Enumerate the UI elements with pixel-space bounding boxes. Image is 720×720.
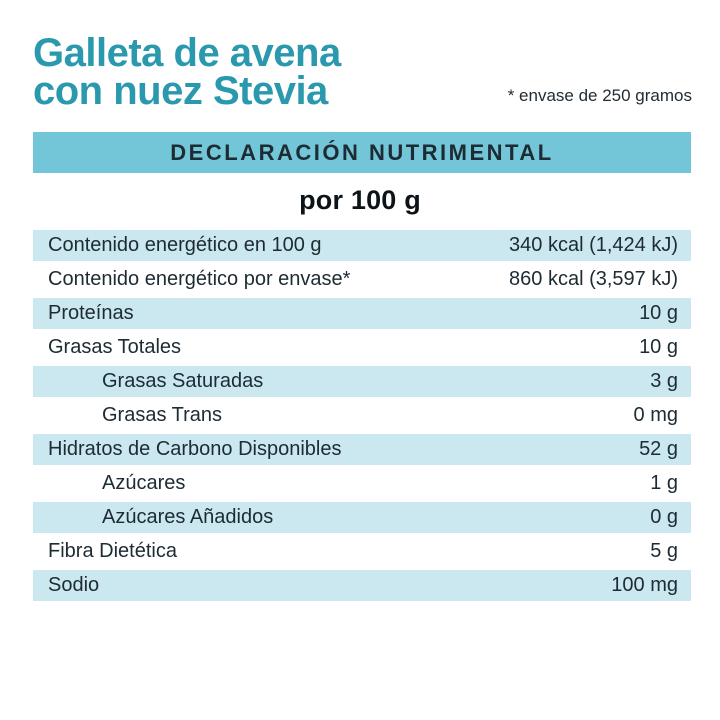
row-value: 0 mg bbox=[633, 404, 678, 426]
table-row bbox=[33, 468, 691, 499]
row-value: 340 kcal (1,424 kJ) bbox=[509, 234, 678, 256]
row-value: 10 g bbox=[639, 336, 678, 358]
package-size-note: * envase de 250 gramos bbox=[507, 86, 692, 105]
row-label: Grasas Totales bbox=[48, 336, 182, 358]
nutrition-table bbox=[33, 230, 691, 601]
table-row bbox=[33, 332, 691, 363]
table-row bbox=[33, 570, 691, 601]
row-value: 100 mg bbox=[611, 574, 678, 596]
row-label: Azúcares bbox=[102, 472, 186, 494]
row-value: 5 g bbox=[650, 540, 678, 562]
row-value: 860 kcal (3,597 kJ) bbox=[509, 268, 678, 290]
per-100g-subtitle: por 100 g bbox=[299, 185, 421, 215]
row-value: 52 g bbox=[639, 438, 678, 460]
table-row bbox=[33, 434, 691, 465]
declaration-band bbox=[33, 132, 691, 173]
product-title-line1: Galleta de avena bbox=[33, 31, 341, 75]
table-row bbox=[33, 366, 691, 397]
row-value: 3 g bbox=[650, 370, 678, 392]
declaration-band-title: DECLARACIÓN NUTRIMENTAL bbox=[170, 139, 554, 165]
table-row bbox=[33, 264, 691, 295]
product-title bbox=[33, 31, 341, 113]
row-label: Contenido energético por envase* bbox=[48, 268, 351, 290]
header bbox=[33, 31, 692, 113]
row-label: Proteínas bbox=[48, 302, 134, 324]
table-row bbox=[33, 502, 691, 533]
table-row bbox=[33, 400, 691, 431]
row-value: 10 g bbox=[639, 302, 678, 324]
row-label: Fibra Dietética bbox=[48, 540, 177, 562]
row-label: Contenido energético en 100 g bbox=[48, 234, 322, 256]
table-row bbox=[33, 536, 691, 567]
row-label: Grasas Trans bbox=[102, 404, 223, 426]
product-title-line2: con nuez Stevia bbox=[33, 69, 328, 113]
row-value: 1 g bbox=[650, 472, 678, 494]
table-row bbox=[33, 230, 691, 261]
row-label: Azúcares Añadidos bbox=[102, 506, 274, 528]
table-row bbox=[33, 298, 691, 329]
row-label: Grasas Saturadas bbox=[102, 370, 264, 392]
row-label: Sodio bbox=[48, 574, 100, 596]
row-label: Hidratos de Carbono Disponibles bbox=[48, 438, 342, 460]
row-value: 0 g bbox=[650, 506, 678, 528]
